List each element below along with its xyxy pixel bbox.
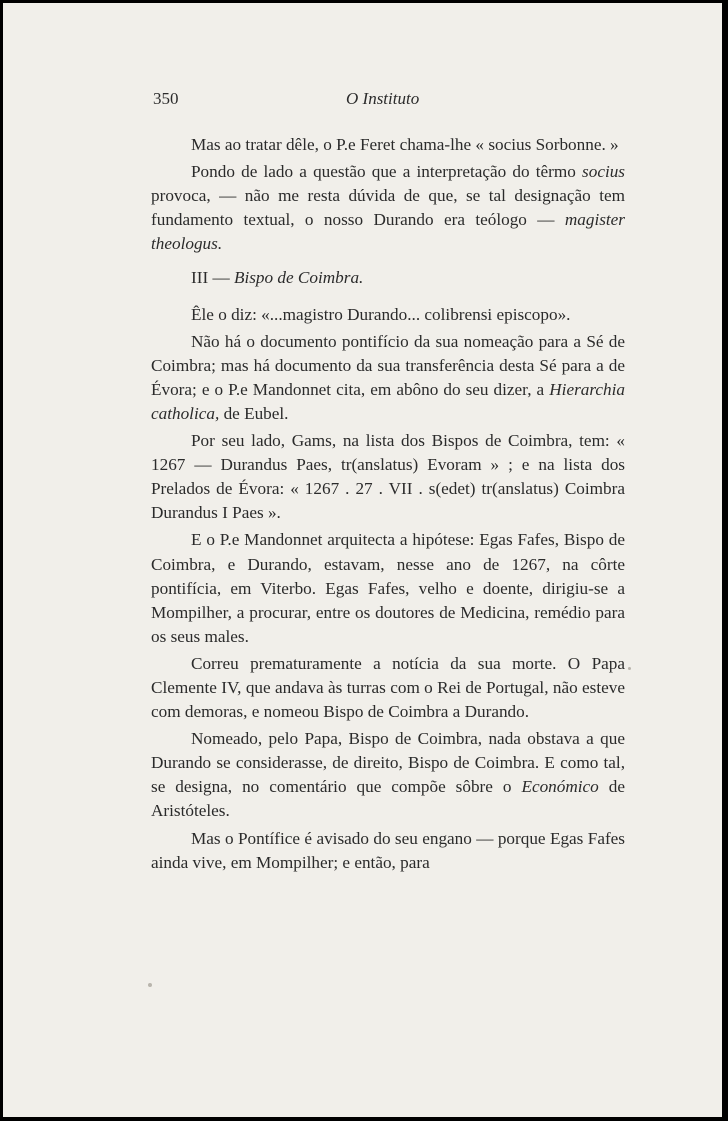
text-run: Não há o documento pontifício da sua nomeação para a Sé de Coimbra; mas há documento da sua transferência desta Sé para a de Évora; e o P.e Mandonnet cita, em abôno do seu dizer, a [151,331,625,399]
paragraph [151,528,625,648]
paragraph [151,133,625,157]
page-header [3,86,722,114]
paper-speck [628,667,631,670]
text-run: provoca, — não me resta dúvida de que, se tal designação tem fundamento textual, o nosso Durando era teólogo — [151,186,625,230]
text-run: Nomeado, pelo Papa, Bispo de Coimbra, nada obstava a que Durando se considerasse, de direito, Bispo de Coimbra. E como tal, se designa, no comentário que compõe sôbre o [151,729,625,797]
paper-speck [148,983,152,987]
italic-text: Económico [521,777,599,797]
running-title: O Instituto [346,89,420,108]
italic-text: socius [582,162,625,182]
italic-text: Hierarchia catholica, [151,379,625,423]
text-run: E o P.e Mandonnet arquitecta a hipótese: Egas Fafes, Bispo de Coimbra, e Durando, estavam, nesse ano de 1267, na côrte pontifícia, em Viterbo. Egas Fafes, velho e doente, dirigiu-se a Mompilher, a procurar, entre os doutores de Medicina, remédio para os seus males. [151,530,625,646]
book-page [3,3,722,1117]
text-run: de Aristóteles. [151,777,625,821]
body-text [151,133,625,878]
paragraph [151,727,625,823]
paragraph [151,160,625,256]
paragraph [151,429,625,525]
page-number: 350 [153,89,179,108]
italic-text: Bispo de Coimbra. [233,268,364,288]
text-run: Êle o diz: «...magistro Durando... colibrensi episcopo». [191,304,571,324]
text-run: Mas o Pontífice é avisado do seu engano — porque Egas Fafes ainda vive, em Mompilher; e então, para [151,828,625,872]
paragraph [151,652,625,724]
italic-text: magister theologus. [151,210,625,254]
text-run: Correu prematuramente a notícia da sua morte. O Papa Clemente IV, que andava às turras com o Rei de Portugal, não esteve com demoras, e nomeou Bispo de Coimbra a Durando. [151,653,625,722]
paragraph [151,330,625,426]
text-run: Pondo de lado a questão que a interpretação do têrmo [191,162,583,182]
paragraph [151,827,625,875]
text-run: Por seu lado, Gams, na lista dos Bispos de Coimbra, tem: « 1267 — Durandus Paes, tr(anslatus) Evoram » ; e na lista dos Prelados de Évora: « 1267 . 27 . VII . s(edet) tr(anslatus) Coimbra Durandus I Paes ». [151,431,625,523]
text-run: de Eubel. [219,403,289,423]
section-heading [151,266,625,290]
text-run: III — [191,268,234,288]
text-run: Mas ao tratar dêle, o P.e Feret chama-lhe « socius Sorbonne. » [191,135,619,154]
paragraph [151,303,625,327]
